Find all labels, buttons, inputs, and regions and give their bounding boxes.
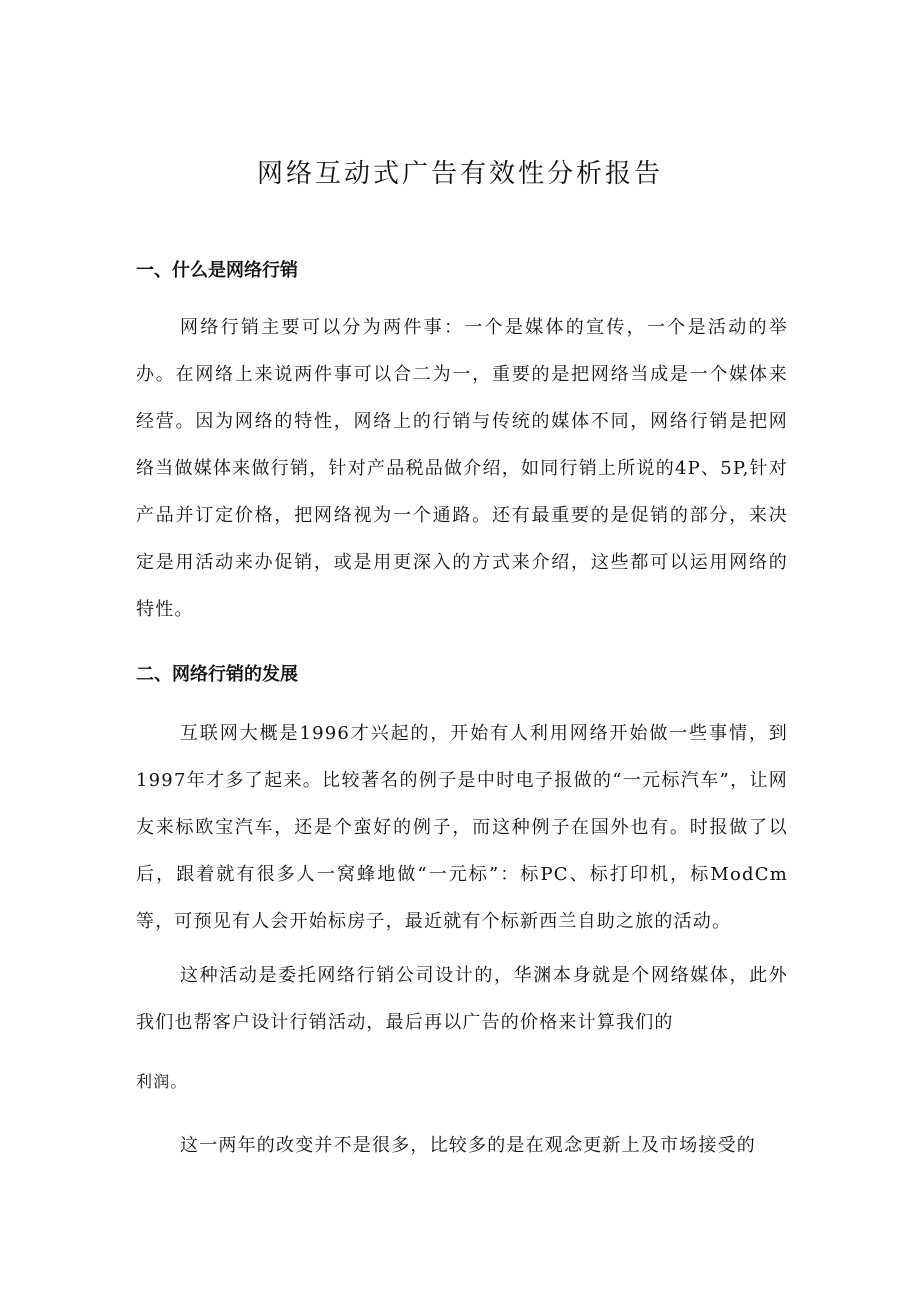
section-1-paragraph: 网络行销主要可以分为两件事：一个是媒体的宣传，一个是活动的举办。在网络上来说两件事可以合二为一，重要的是把网络当成是一个媒体来经营。因为网络的特性，网络上的行销与传统的媒体不同，网络行销是把网络当做媒体来做行销，针对产品税品做介绍，如同行销上所说的4P、5P,针对产品并订定价格，把网络视为一个通路。还有最重要的是促销的部分，来决定是用活动来办促销，或是用更深入的方式来介绍，这些都可以运用网络的特性。 [136,317,788,620]
section-2-paragraph-2: 这种活动是委托网络行销公司设计的，华渊本身就是个网络媒体，此外我们也帮客户设计行销活动，最后再以广告的价格来计算我们的 [136,965,788,1033]
section-2-paragraph-3: 这一两年的改变并不是很多，比较多的是在观念更新上及市场接受的 [180,1135,756,1156]
section-2-paragraph-2-continuation: 利润。 [136,1072,188,1091]
section-heading-online-marketing-development: 二、网络行销的发展 [136,664,298,685]
section-heading-what-is-online-marketing: 一、什么是网络行销 [136,260,298,281]
section-2-paragraph-1: 互联网大概是1996才兴起的，开始有人利用网络开始做一些事情，到1997年才多了起来。比较著名的例子是中时电子报做的“一元标汽车”，让网友来标欧宝汽车，还是个蛮好的例子，而这种例子在国外也有。时报做了以后，跟着就有很多人一窝蜂地做“一元标”：标PC、标打印机，标ModCm等，可预见有人会开始标房子，最近就有个标新西兰自助之旅的活动。 [136,723,788,932]
document-title: 网络互动式广告有效性分析报告 [256,159,663,189]
